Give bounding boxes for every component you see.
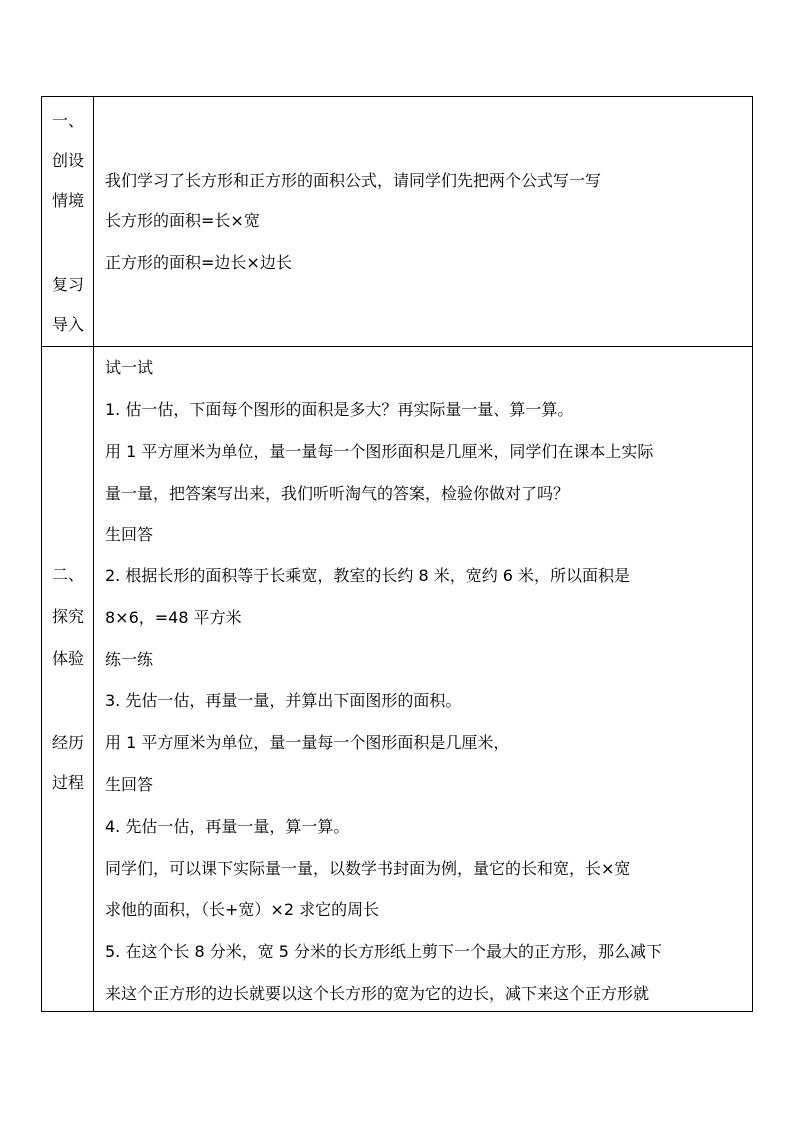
- content-line: 1. 估一估，下面每个图形的面积是多大？再实际量一量、算一算。: [105, 400, 574, 419]
- section-label-line: 体验: [51, 649, 84, 668]
- content-line: 8×6，=48 平方米: [105, 608, 242, 627]
- content-line: 用 1 平方厘米为单位，量一量每一个图形面积是几厘米，: [105, 733, 510, 752]
- content-line: 生回答: [105, 525, 154, 544]
- section-label-line: 创设: [51, 151, 84, 170]
- content-line: 正方形的面积=边长×边长: [105, 253, 292, 272]
- content-line: 练一练: [105, 650, 154, 669]
- content-line: 用 1 平方厘米为单位，量一量每一个图形面积是几厘米，同学们在课本上实际: [105, 442, 654, 461]
- content-line: 来这个正方形的边长就要以这个长方形的宽为它的边长，减下来这个正方形就: [105, 984, 650, 1003]
- section-label-line: 复习: [51, 275, 84, 294]
- content-line: 量一量，把答案写出来，我们听听淘气的答案，检验你做对了吗？: [105, 484, 570, 503]
- content-line: 5. 在这个长 8 分米，宽 5 分米的长方形纸上剪下一个最大的正方形，那么减下: [105, 942, 663, 961]
- section-row-review: [42, 97, 753, 347]
- lesson-plan-table: [41, 96, 753, 1012]
- content-line: 求他的面积，（长+宽）×2 求它的周长: [105, 900, 380, 919]
- content-line: 同学们，可以课下实际量一量，以数学书封面为例，量它的长和宽，长×宽: [105, 859, 631, 878]
- section-label-line: 过程: [51, 773, 84, 792]
- section-label-line: 二、: [51, 565, 84, 584]
- section-label-cell-explore: [42, 347, 94, 1012]
- section-label-line: 情境: [51, 191, 84, 210]
- section-label-line: 导入: [51, 315, 84, 334]
- content-line: 长方形的面积=长×宽: [105, 211, 260, 230]
- content-line: 试一试: [105, 358, 154, 377]
- content-line: 生回答: [105, 775, 154, 794]
- section-content-cell-review: [94, 97, 753, 347]
- content-line: 2. 根据长形的面积等于长乘宽，教室的长约 8 米，宽约 6 米，所以面积是: [105, 566, 631, 585]
- section-row-explore: [42, 347, 753, 1012]
- section-label-cell-review: [42, 97, 94, 347]
- section-label-line: 探究: [51, 607, 84, 626]
- content-line: 4. 先估一估，再量一量，算一算。: [105, 817, 350, 836]
- content-line: 我们学习了长方形和正方形的面积公式，请同学们先把两个公式写一写: [105, 171, 602, 190]
- section-label-line: 经历: [51, 733, 84, 752]
- section-label-line: 一、: [51, 111, 84, 130]
- content-line: 3. 先估一估，再量一量，并算出下面图形的面积。: [105, 691, 462, 710]
- section-content-cell-explore: [94, 347, 753, 1012]
